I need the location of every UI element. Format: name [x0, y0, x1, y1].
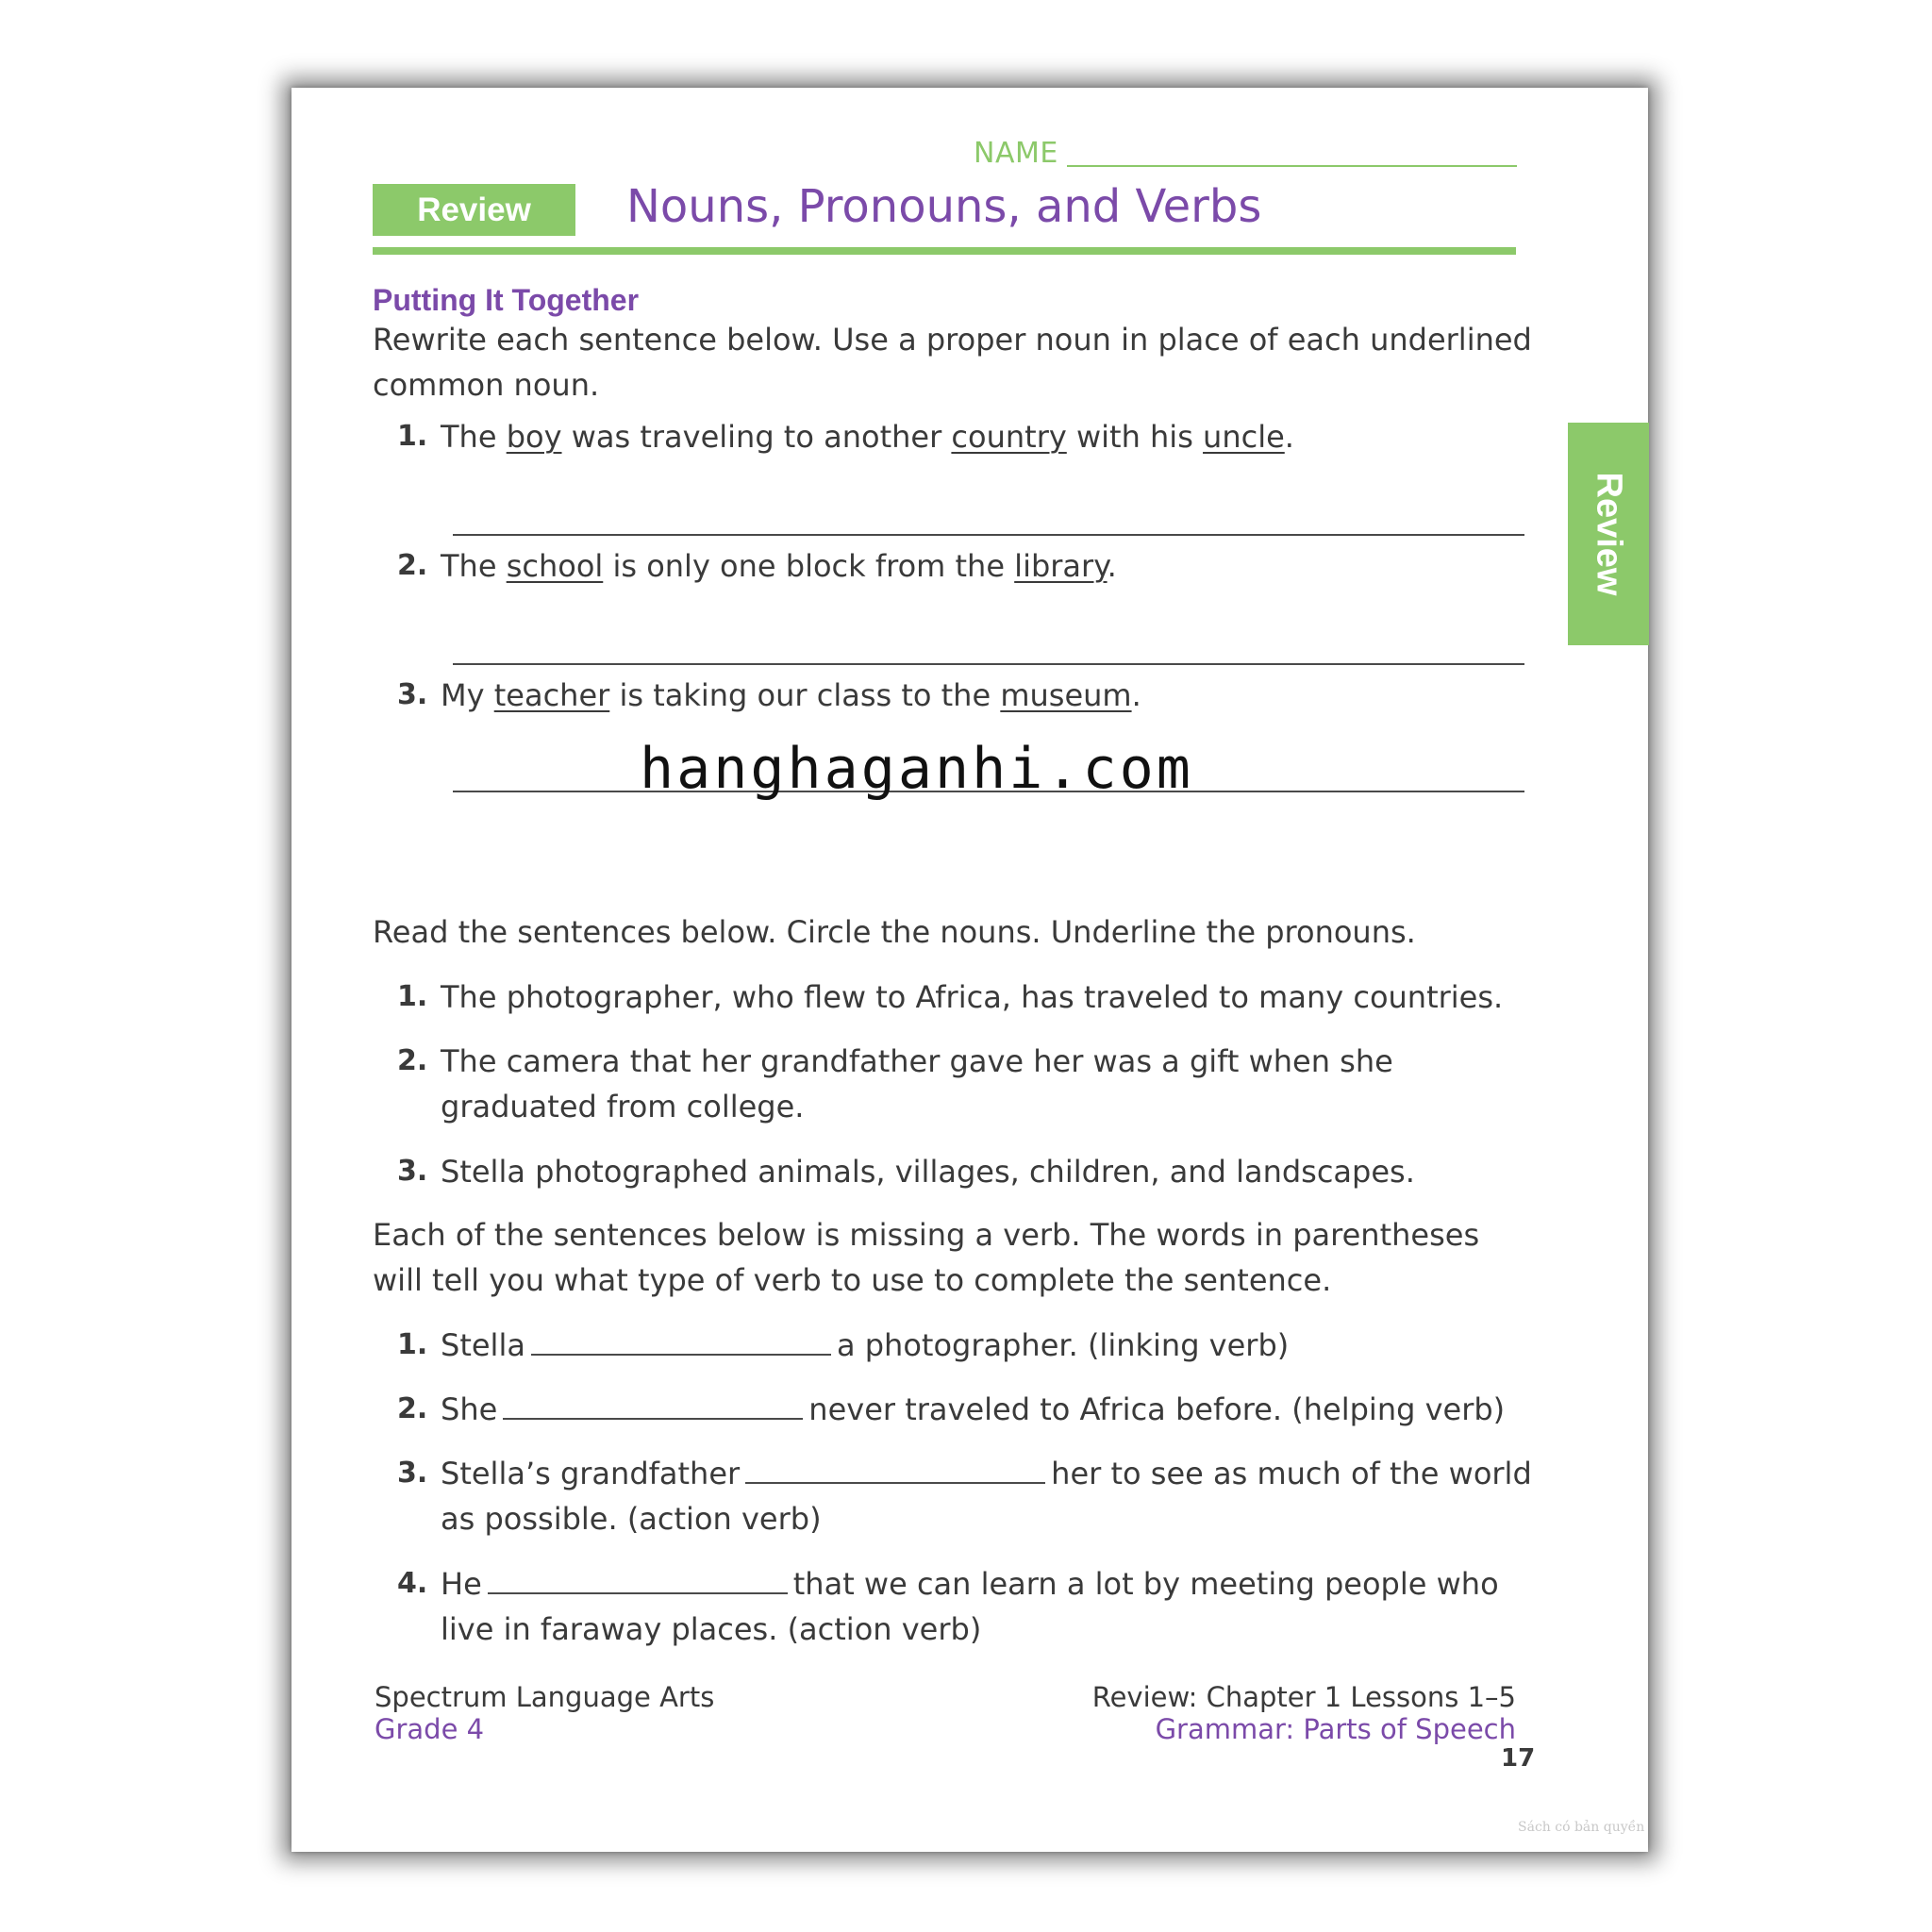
rewrite-item [397, 543, 1543, 589]
noun-item [397, 1149, 1543, 1194]
text: Stella’s grandfather [441, 1456, 741, 1491]
item-number: 1. [397, 420, 428, 453]
section-heading: Putting It Together [373, 283, 640, 317]
item-number: 2. [397, 1044, 428, 1077]
copyright-note: Sách có bản quyền [1518, 1820, 1645, 1835]
text: The [441, 548, 507, 584]
text: . [1107, 548, 1117, 584]
verb-blank[interactable] [745, 1454, 1045, 1484]
noun-item [397, 1039, 1543, 1129]
item-number: 2. [397, 1392, 428, 1425]
text: a photographer. (linking verb) [836, 1327, 1290, 1363]
verb-blank[interactable] [531, 1325, 831, 1356]
item-number: 4. [397, 1567, 428, 1600]
section3-instructions: Each of the sentences below is missing a verb. The words in parentheses will tell you what type of verb to use to complete the sentence. [373, 1217, 1480, 1298]
verb-item [397, 1561, 1543, 1652]
underlined-noun: uncle [1203, 419, 1285, 455]
text: . [1284, 419, 1294, 455]
text: is taking our class to the [609, 677, 1001, 713]
section2-instructions: Read the sentences below. Circle the nouns. Underline the pronouns. [373, 914, 1416, 950]
verb-blank[interactable] [503, 1390, 803, 1420]
page-number: 17 [1501, 1744, 1536, 1773]
text: is only one block from the [603, 548, 1015, 584]
item-text: Stella photographed animals, villages, children, and landscapes. [441, 1154, 1415, 1190]
worksheet-page [291, 88, 1648, 1852]
side-tab-label: Review [1589, 472, 1629, 596]
verb-item [397, 1451, 1543, 1541]
section1-instructions: Rewrite each sentence below. Use a proper noun in place of each underlined common noun. [373, 322, 1532, 403]
verb-item [397, 1323, 1543, 1368]
item-number: 3. [397, 1155, 428, 1188]
item-number: 2. [397, 549, 428, 582]
underlined-noun: boy [506, 419, 562, 455]
side-tab [1568, 423, 1649, 645]
underlined-noun: museum [1000, 677, 1132, 713]
text: She [441, 1391, 498, 1427]
item-number: 3. [397, 678, 428, 711]
footer-chapter: Review: Chapter 1 Lessons 1–5 [1091, 1681, 1516, 1713]
footer-book-title: Spectrum Language Arts [375, 1681, 715, 1713]
text: never traveled to Africa before. (helping verb) [808, 1391, 1506, 1427]
name-write-line [1067, 165, 1517, 167]
item-number: 1. [397, 980, 428, 1013]
underlined-noun: teacher [493, 677, 610, 713]
rewrite-item [397, 673, 1543, 718]
page-title: Nouns, Pronouns, and Verbs [626, 180, 1262, 233]
review-badge: Review [373, 184, 575, 236]
underlined-noun: school [506, 548, 604, 584]
text: . [1131, 677, 1141, 713]
text: He [441, 1566, 482, 1602]
footer-topic: Grammar: Parts of Speech [1155, 1713, 1516, 1745]
text: My [441, 677, 494, 713]
item-number: 3. [397, 1457, 428, 1490]
text: with his [1066, 419, 1204, 455]
item-number: 1. [397, 1328, 428, 1361]
underlined-noun: country [951, 419, 1067, 455]
text: Stella [441, 1327, 525, 1363]
verb-blank[interactable] [488, 1564, 788, 1594]
text: The [441, 419, 507, 455]
item-text: The camera that her grandfather gave her was a gift when she graduated from college. [441, 1043, 1393, 1124]
text: was traveling to another [561, 419, 952, 455]
answer-line[interactable] [453, 663, 1524, 665]
name-label: NAME [974, 137, 1058, 170]
text: that we can learn a lot by meeting people who live in faraway places. (action verb) [441, 1566, 1499, 1647]
verb-item [397, 1387, 1543, 1432]
rewrite-item [397, 414, 1543, 459]
answer-line[interactable] [453, 534, 1524, 536]
item-text: The photographer, who flew to Africa, has traveled to many countries. [441, 979, 1504, 1015]
footer-grade: Grade 4 [375, 1713, 485, 1745]
title-divider [373, 247, 1516, 255]
watermark-text: hanghaganhi.com [640, 736, 1193, 802]
text: her to see as much of the world as possible. (action verb) [441, 1456, 1532, 1537]
underlined-noun: library [1014, 548, 1108, 584]
noun-item [397, 974, 1543, 1020]
